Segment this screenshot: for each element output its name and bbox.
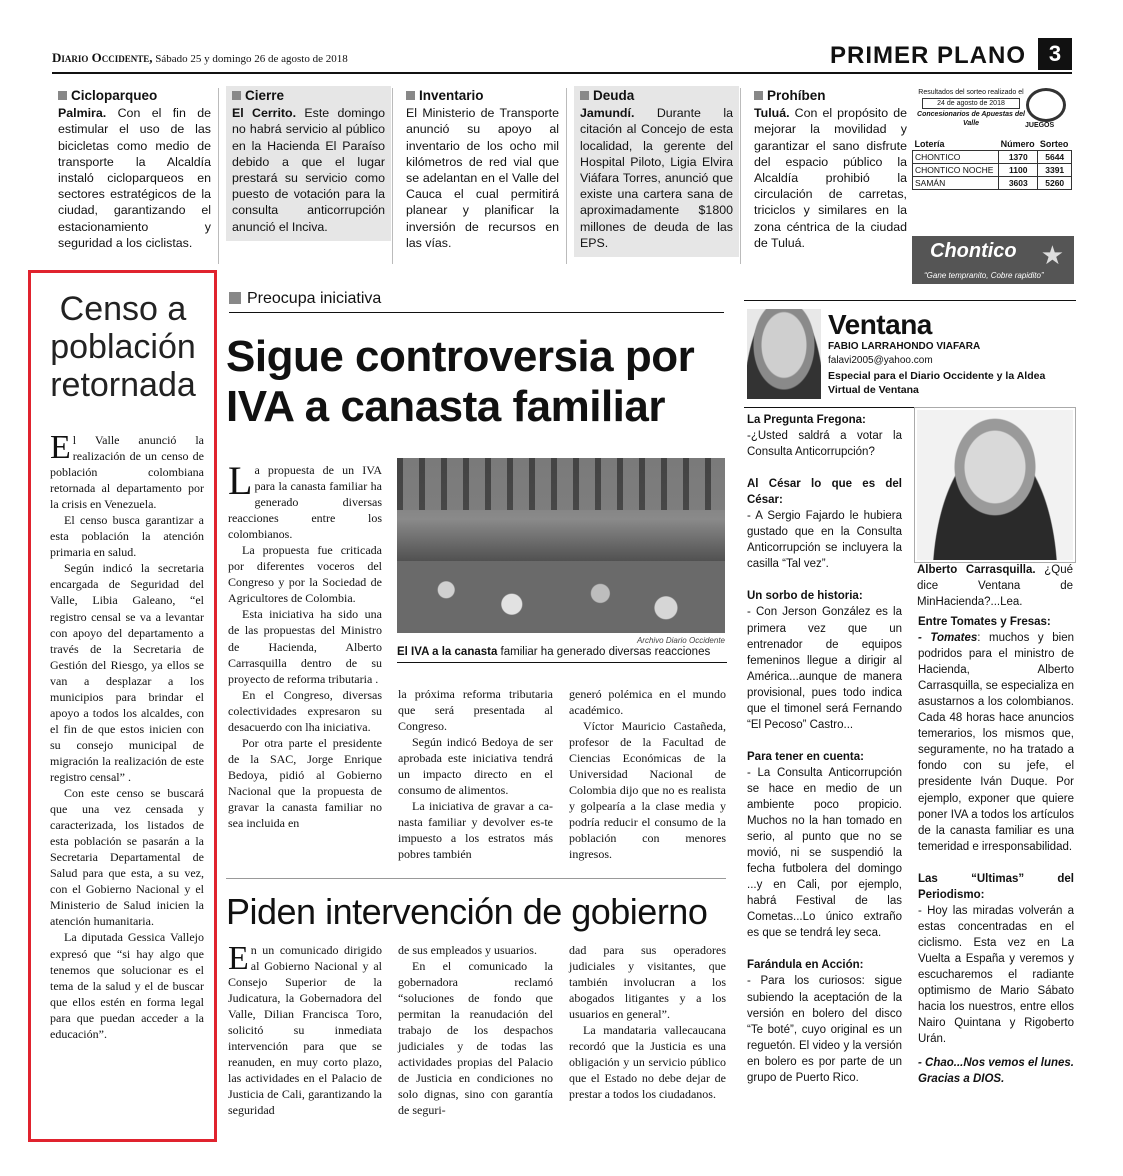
paragraph: En el comunicado la gobernadora reclamó “soluciones de fondo que permitan la reanudación del trabajo de los despachos judiciales y de todas las actividades propias del Palacio de Justicia en condiciones no solo dignas, sino con garantía de seguri- [398,959,553,1118]
drop-cap: E [228,940,249,977]
brief-cierre [226,86,391,241]
subhead: Un sorbo de historia: [747,590,863,603]
columnist-credit: Especial para el Diario Occidente y la Aldea Virtual de Ventana [828,370,1046,396]
paragraph: Por otra parte el presidente de la SAC, Jorge Enrique Bedoya, pidió al Gobierno Nacional que la propuesta de gravar la canasta familiar no sea incluida en [228,735,382,831]
lottery-draw: 5260 [1038,177,1072,190]
lottery-results [912,88,1074,288]
subhead: Farándula en Acción: [747,959,864,972]
divider [218,88,219,264]
logo-text: JUEGOS [1025,122,1055,129]
brief-title: Cierre [245,88,285,103]
minister-photo [917,410,1073,560]
photo-caption [397,646,727,663]
brief-deuda [574,86,739,257]
caption-bold: El IVA a la canasta [397,646,498,658]
caption-text: ¿Qué dice Ventana de MinHacienda?...Lea. [917,564,1073,608]
lottery-header-line: Concesionarios de Apuestas del Valle [917,111,1025,127]
paragraph [228,458,382,542]
square-bullet-icon [58,91,67,100]
masthead [52,41,1072,74]
paragraph: En el Congreso, diversas colectividades expresaron su desacuerdo con lha iniciativa. [228,687,382,734]
gobierno-column-3 [569,942,726,1102]
paragraph [50,429,204,512]
brief-inventario [400,86,565,257]
paragraph-text: a propuesta de un IVA para la canasta familiar ha generado diversas reacciones entre los colombianos. [228,463,382,542]
ventana-title: Ventana [828,309,932,340]
paragraph: - La Consulta Anticorrupción se hace en medio de un ambiente poco propicio. Muchos no la han tomado en serio, al punto que no se movió, ni se suspendió la fecha futbolera del domingo ...y en Cali, por ejemplo, habrá Festival de las Cometas...Lo único extraño es que se tendrá ley seca. [747,766,902,940]
iva-headline: Sigue controversia por IVA a canasta familiar [226,332,695,431]
lottery-draw: 3391 [1038,164,1072,177]
paragraph: -¿Usted saldrá a votar la Consulta Anticorrupción? [747,430,902,459]
lottery-table [912,138,1072,190]
section-divider [226,878,726,879]
issue-date: Sábado 25 y domingo 26 de agosto de 2018 [155,53,348,65]
paragraph: - Hoy las miradas volverán a estas concentradas en el ciclismo. Esta vez en La Vuelta a España y veremos y escucharemos el radiante optimismo de Mario Sábato hacia los nuestros, entre ellos Nairo Quintana y Rigoberto Urán. [918,904,1074,1046]
paragraph: El censo busca garantizar a esta población la atención primaria en salud. [50,513,204,560]
lottery-name: SAMÁN [913,177,999,190]
gobierno-column-1 [228,942,382,1119]
paragraph: dad para sus operadores judiciales y visitantes, que también involucran a los abogados litigantes y a los usuarios en general”. [569,943,726,1022]
columnist-name: FABIO LARRAHONDO VIAFARA [828,341,981,352]
paragraph: Esta iniciativa ha sido una de las propuestas del Ministro de Hacienda, Alberto Carrasquilla dentro de su proyecto de reforma tributaria . [228,607,382,686]
subhead: Para tener en cuenta: [747,750,864,763]
paragraph: de sus empleados y usuarios. [398,943,537,957]
table-row [913,177,1072,190]
caption-bold: Alberto Carrasquilla. [917,564,1036,576]
paragraph: Según indicó la secretaria encargada de Seguridad del Valle, Libia Galeano, “el registro censal se va a levantar con apoyo del departamento a través de la Secretaria de Gestión del Riesgo, ya ellos se van a desplazar a los municipios para brindar el apoyo a todos los alcaldes, con el fin de que estos inicien con su consejo municipal de migración la realización de este registro censal” . [50,561,204,784]
columnist-email: falavi2005@yahoo.com [828,355,933,366]
column-header: Número [1000,139,1035,149]
divider [392,88,393,264]
paragraph-text: l Valle anunció la realización de un censo de población colombiana retornada al departamento por la crisis en Venezuela. [50,433,204,512]
lottery-name: CHONTICO NOCHE [913,164,999,177]
minister-caption [917,562,1073,610]
gobierno-headline: Piden intervención de gobierno [226,891,708,932]
paragraph: Con este censo se buscará que una vez censada y caracterizada, los listados de esta población se pasarán a la Secretaria Departamental de Salud para que esta, a su vez, con el Gobierno Nacional y el Ministerio de Salud inicien la atención humanitaria. [50,786,204,929]
column-header: Lotería [914,139,945,149]
columnist-photo [747,309,821,399]
square-bullet-icon [229,292,241,304]
subhead: Entre Tomates y Fresas: [918,616,1051,628]
lottery-name: CHONTICO [913,151,999,164]
lottery-number: 1100 [999,164,1038,177]
paragraph-text: : muchos y bien podridos para el ministro de Hacienda, Alberto Carrasquilla, se especializa en asustarnos a los colombianos. Cada 48 horas hace anuncios temerarios, los mismos que, seguramente, no ha tratado a fondo con su jefe, el presidente Iván Duque. Por ejemplo, exponer que quiere poner IVA a todos los artículos de la canasta familiar es una temeridad e irresponsabilidad. [918,632,1074,853]
paragraph: La iniciativa de gravar a ca-nasta familiar y devolver es-te impuesto a los estratos más pobres también [398,799,553,862]
article-kicker [229,290,724,313]
closing-line: - Chao...Nos vemos el lunes. Gracias a DIOS. [918,1057,1074,1086]
lottery-date: 24 de agosto de 2018 [922,98,1020,109]
brand-slogan: “Gane tempranito, Cobre rapidito” [924,271,1044,280]
table-row [913,164,1072,177]
section-title: PRIMER PLANO [829,42,1026,69]
kicker-text: Preocupa iniciativa [247,290,382,307]
square-bullet-icon [232,91,241,100]
brief-text: Con el propósito de mejorar la movilidad y garantizar el sano disfrute del espacio público la Alcaldía prohibió la circulación de carretas, triciclos y similares en la zona céntrica de la ciudad de Tuluá. [754,106,907,250]
paragraph: generó polémica en el mundo académico. [569,687,726,718]
paragraph: - A Sergio Fajardo le hubiera gustado que en la Consulta Anticorrupción se incluyera la casilla “Tal vez”. [747,510,902,571]
iva-column-2 [398,686,553,863]
paragraph-lead: - Tomates [918,632,978,645]
star-icon: ★ [1040,240,1064,270]
square-bullet-icon [406,91,415,100]
subhead: Las “Ultimas” del Periodismo: [918,872,1074,901]
subhead: Al César lo que es del César: [747,478,902,507]
table-header-row [913,138,1072,151]
brief-title: Deuda [593,88,635,103]
iva-column-1 [228,458,382,831]
drop-cap: L [228,458,253,503]
paragraph: La propuesta fue criticada por diferentes voceros del Congreso y por la Sociedad de Agricultores de Colombia. [228,543,382,606]
lottery-header-line: Resultados del sorteo realizado el [918,89,1024,96]
paragraph: Según indicó Bedoya de ser aprobada este iniciativa tendrá un impacto directo en el consumo de alimentos. [398,735,553,798]
brief-text: Este domingo no habrá servicio al público en la Hacienda El Paraíso debido a que el lugar prestará su servicio como puesto de votación para la consulta anticorrupción anunció el Inciva. [232,106,385,234]
brief-text: El Ministerio de Transporte anunció su apoyo al inventario de los ocho mil kilómetros de red vial que se adelantan en el Valle del Cauca el cual permitirá planear y planificar la inversión de recursos en las vías. [406,106,559,250]
divider [740,88,741,264]
paragraph: La diputada Gessica Vallejo expresó que “si hay algo que tenemos que solucionar es el tema de la salud y el de buscar que ellos estén en forma legal para que puedan acceder a la educación”. [50,930,204,1041]
censo-headline: Censo a población retornada [50,290,196,404]
masthead-left [52,50,348,66]
lottery-header [912,88,1030,128]
ventana-column-2 [918,614,1074,1103]
juegos-logo-icon [1025,88,1066,129]
lottery-number: 3603 [999,177,1038,190]
gobierno-column-2 [398,942,553,1119]
censo-article [50,429,204,1042]
drop-cap: E [50,429,71,466]
subhead: La Pregunta Fregona: [747,414,866,426]
square-bullet-icon [580,91,589,100]
brief-text: Con el fin de estimular el uso de las bicicletas como medio de transporte la Alcaldía instaló cicloparqueos en sectores estratégicos de la ciudad, garantizando el estacionamiento y seguridad a los ciclistas. [58,106,211,250]
photo-roof [397,458,725,510]
brief-lead: Palmira. [58,106,107,121]
brand-name: Chontico [930,240,1017,262]
chontico-banner [912,236,1074,284]
paragraph: - Para los curiosos: sigue subiendo la aceptación de la versión en bolero del disco “Te boté”, cuyo original es un reguetón. El video y la versión en bolero es por parte de un grupo de Puerto Rico. [747,975,902,1084]
brief-lead: Jamundí. [580,106,635,121]
photo-credit: Archivo Diario Occidente [636,636,725,645]
photo-stall [397,561,725,633]
caption-text: familiar ha generado diversas reacciones [497,646,711,658]
page-number: 3 [1038,38,1072,70]
paragraph [918,630,1074,855]
lottery-number: 1370 [999,151,1038,164]
column-header: Sorteo [1039,139,1069,149]
ventana-column-1 [747,412,902,1102]
square-bullet-icon [754,91,763,100]
newspaper-name: Diario Occidente, [52,50,153,65]
divider [566,88,567,264]
paragraph: - Con Jerson González es la primera vez que un entrenador de equipos femeninos llegue a dirigir al América...aunque de manera provisional, pues todo indica que el timonel será Fernando “El Pecoso” Castro... [747,606,902,731]
lottery-draw: 5644 [1038,151,1072,164]
brief-cicloparqueo [52,86,217,257]
ventana-header [744,300,1076,408]
brief-title: Cicloparqueo [71,88,158,103]
brief-title: Inventario [419,88,484,103]
market-photo [397,458,725,633]
paragraph [228,942,382,1119]
brief-title: Prohíben [767,88,826,103]
brief-text: Durante la citación al Concejo de esta localidad, la gerente del Hospital Piloto, Ligia Elvira Viáfara Torres, anunció que existe una cartera sana de aproximadamente $1800 millones de deuda de las EPS. [580,106,733,250]
paragraph: la próxima reforma tributaria que será presentada al Congreso. [398,687,553,734]
paragraph: La mandataria vallecaucana recordó que la Justicia es una obligación y un servicio público que el Estado no debe dejar de prestar a todos los ciudadanos. [569,1023,726,1102]
paragraph: Víctor Mauricio Castañeda, profesor de la Facultad de Ciencias Económicas de la Universidad Nacional de Colombia dijo que no es realista y golpearía a la clase media y podría reducir el consumo de la población con menores ingresos. [569,719,726,862]
brief-lead: Tuluá. [754,106,790,121]
paragraph-text: n un comunicado dirigido al Gobierno Nacional y al Consejo Superior de la Judicatura, la Gobernadora del Valle, Dilian Francisca Toro, solicitó su inmediata intervención para que se reanuden, en muy corto plazo, las actividades en el Palacio de Justicia de Cali, garantizando la seguridad [228,943,382,1118]
table-row [913,151,1072,164]
iva-column-3 [569,686,726,863]
brief-prohiben [748,86,913,257]
brief-lead: El Cerrito. [232,106,297,121]
